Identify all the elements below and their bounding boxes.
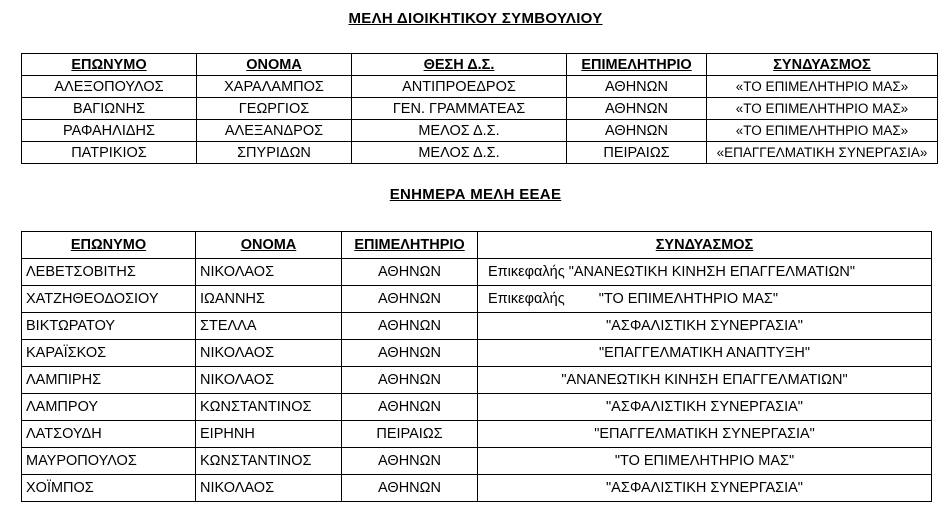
chamber-cell: ΑΘΗΝΩΝ — [342, 448, 478, 475]
table-row — [22, 76, 938, 98]
chamber-cell: ΑΘΗΝΩΝ — [567, 98, 707, 120]
coalition-cell: «ΤΟ ΕΠΙΜΕΛΗΤΗΡΙΟ ΜΑΣ» — [707, 98, 938, 120]
header-firstname: ΟΝΟΜΑ — [197, 54, 352, 76]
firstname-cell: ΝΙΚΟΛΑΟΣ — [196, 367, 342, 394]
chamber-cell: ΑΘΗΝΩΝ — [342, 340, 478, 367]
position-cell: ΜΕΛΟΣ Δ.Σ. — [352, 120, 567, 142]
surname-cell: ΛΑΜΠΡΟΥ — [22, 394, 196, 421]
coalition-cell: «ΤΟ ΕΠΙΜΕΛΗΤΗΡΙΟ ΜΑΣ» — [707, 120, 938, 142]
header-surname: ΕΠΩΝΥΜΟ — [22, 232, 196, 259]
header-coalition: ΣΥΝΔΥΑΣΜΟΣ — [707, 54, 938, 76]
surname-cell: ΠΑΤΡΙΚΙΟΣ — [22, 142, 197, 164]
table-row — [22, 448, 932, 475]
leader-label: Επικεφαλής — [488, 264, 565, 280]
surname-cell: ΧΑΤΖΗΘΕΟΔΟΣΙΟΥ — [22, 286, 196, 313]
chamber-cell: ΠΕΙΡΑΙΩΣ — [342, 421, 478, 448]
table-row — [22, 421, 932, 448]
table-row — [22, 142, 938, 164]
surname-cell: ΧΟΪΜΠΟΣ — [22, 475, 196, 502]
leader-label: Επικεφαλής — [488, 291, 565, 307]
chamber-cell: ΑΘΗΝΩΝ — [342, 286, 478, 313]
board-header-row — [22, 54, 938, 76]
table-row — [22, 286, 932, 313]
coalition-name: "ΤΟ ΕΠΙΜΕΛΗΤΗΡΙΟ ΜΑΣ" — [598, 291, 779, 307]
coalition-cell: «ΤΟ ΕΠΙΜΕΛΗΤΗΡΙΟ ΜΑΣ» — [707, 76, 938, 98]
firstname-cell: ΚΩΝΣΤΑΝΤΙΝΟΣ — [196, 448, 342, 475]
firstname-cell: ΝΙΚΟΛΑΟΣ — [196, 340, 342, 367]
header-surname: ΕΠΩΝΥΜΟ — [22, 54, 197, 76]
chamber-cell: ΑΘΗΝΩΝ — [342, 367, 478, 394]
position-cell: ΜΕΛΟΣ Δ.Σ. — [352, 142, 567, 164]
firstname-cell: ΕΙΡΗΝΗ — [196, 421, 342, 448]
chamber-cell: ΠΕΙΡΑΙΩΣ — [567, 142, 707, 164]
coalition-cell — [478, 286, 932, 313]
header-chamber: ΕΠΙΜΕΛΗΤΗΡΙΟ — [342, 232, 478, 259]
surname-cell: ΛΑΜΠΙΡΗΣ — [22, 367, 196, 394]
surname-cell: ΒΙΚΤΩΡΑΤΟΥ — [22, 313, 196, 340]
firstname-cell: ΝΙΚΟΛΑΟΣ — [196, 475, 342, 502]
surname-cell: ΜΑΥΡΟΠΟΥΛΟΣ — [22, 448, 196, 475]
coalition-name: "ΑΝΑΝΕΩΤΙΚΗ ΚΙΝΗΣΗ ΕΠΑΓΓΕΛΜΑΤΙΩΝ" — [568, 264, 856, 280]
coalition-cell — [478, 259, 932, 286]
position-cell: ΑΝΤΙΠΡΟΕΔΡΟΣ — [352, 76, 567, 98]
firstname-cell: ΣΤΕΛΛΑ — [196, 313, 342, 340]
members-header-row — [22, 232, 932, 259]
coalition-cell: "ΕΠΑΓΓΕΛΜΑΤΙΚΗ ΑΝΑΠΤΥΞΗ" — [478, 340, 932, 367]
chamber-cell: ΑΘΗΝΩΝ — [342, 475, 478, 502]
header-board-position: ΘΕΣΗ Δ.Σ. — [352, 54, 567, 76]
coalition-cell: "ΑΣΦΑΛΙΣΤΙΚΗ ΣΥΝΕΡΓΑΣΙΑ" — [478, 475, 932, 502]
chamber-cell: ΑΘΗΝΩΝ — [567, 120, 707, 142]
firstname-cell: ΓΕΩΡΓΙΟΣ — [197, 98, 352, 120]
table-row — [22, 259, 932, 286]
table-row — [22, 313, 932, 340]
table-row — [22, 475, 932, 502]
coalition-cell: «ΕΠΑΓΓΕΛΜΑΤΙΚΗ ΣΥΝΕΡΓΑΣΙΑ» — [707, 142, 938, 164]
firstname-cell: ΚΩΝΣΤΑΝΤΙΝΟΣ — [196, 394, 342, 421]
surname-cell: ΡΑΦΑΗΛΙΔΗΣ — [22, 120, 197, 142]
members-title: ΕΝΗΜΕΡΑ ΜΕΛΗ ΕΕΑΕ — [389, 186, 562, 203]
active-members-table — [21, 231, 932, 502]
chamber-cell: ΑΘΗΝΩΝ — [342, 259, 478, 286]
table-row — [22, 394, 932, 421]
position-cell: ΓΕΝ. ΓΡΑΜΜΑΤΕΑΣ — [352, 98, 567, 120]
chamber-cell: ΑΘΗΝΩΝ — [342, 394, 478, 421]
surname-cell: ΚΑΡΑΪΣΚΟΣ — [22, 340, 196, 367]
chamber-cell: ΑΘΗΝΩΝ — [567, 76, 707, 98]
surname-cell: ΛΕΒΕΤΣΟΒΙΤΗΣ — [22, 259, 196, 286]
table-row — [22, 120, 938, 142]
coalition-cell: "ΑΝΑΝΕΩΤΙΚΗ ΚΙΝΗΣΗ ΕΠΑΓΓΕΛΜΑΤΙΩΝ" — [478, 367, 932, 394]
table-row — [22, 98, 938, 120]
header-chamber: ΕΠΙΜΕΛΗΤΗΡΙΟ — [567, 54, 707, 76]
surname-cell: ΑΛΕΞΟΠΟΥΛΟΣ — [22, 76, 197, 98]
table-row — [22, 367, 932, 394]
surname-cell: ΒΑΓΙΩΝΗΣ — [22, 98, 197, 120]
board-title: ΜΕΛΗ ΔΙΟΙΚΗΤΙΚΟΥ ΣΥΜΒΟΥΛΙΟΥ — [348, 10, 603, 27]
firstname-cell: ΝΙΚΟΛΑΟΣ — [196, 259, 342, 286]
coalition-cell: "ΤΟ ΕΠΙΜΕΛΗΤΗΡΙΟ ΜΑΣ" — [478, 448, 932, 475]
board-members-table — [21, 53, 938, 164]
firstname-cell: ΧΑΡΑΛΑΜΠΟΣ — [197, 76, 352, 98]
coalition-cell: "ΕΠΑΓΓΕΛΜΑΤΙΚΗ ΣΥΝΕΡΓΑΣΙΑ" — [478, 421, 932, 448]
header-coalition: ΣΥΝΔΥΑΣΜΟΣ — [478, 232, 932, 259]
table-row — [22, 340, 932, 367]
firstname-cell: ΣΠΥΡΙΔΩΝ — [197, 142, 352, 164]
chamber-cell: ΑΘΗΝΩΝ — [342, 313, 478, 340]
coalition-cell: "ΑΣΦΑΛΙΣΤΙΚΗ ΣΥΝΕΡΓΑΣΙΑ" — [478, 313, 932, 340]
surname-cell: ΛΑΤΣΟΥΔΗ — [22, 421, 196, 448]
coalition-cell: "ΑΣΦΑΛΙΣΤΙΚΗ ΣΥΝΕΡΓΑΣΙΑ" — [478, 394, 932, 421]
firstname-cell: ΙΩΑΝΝΗΣ — [196, 286, 342, 313]
header-firstname: ΟΝΟΜΑ — [196, 232, 342, 259]
firstname-cell: ΑΛΕΞΑΝΔΡΟΣ — [197, 120, 352, 142]
